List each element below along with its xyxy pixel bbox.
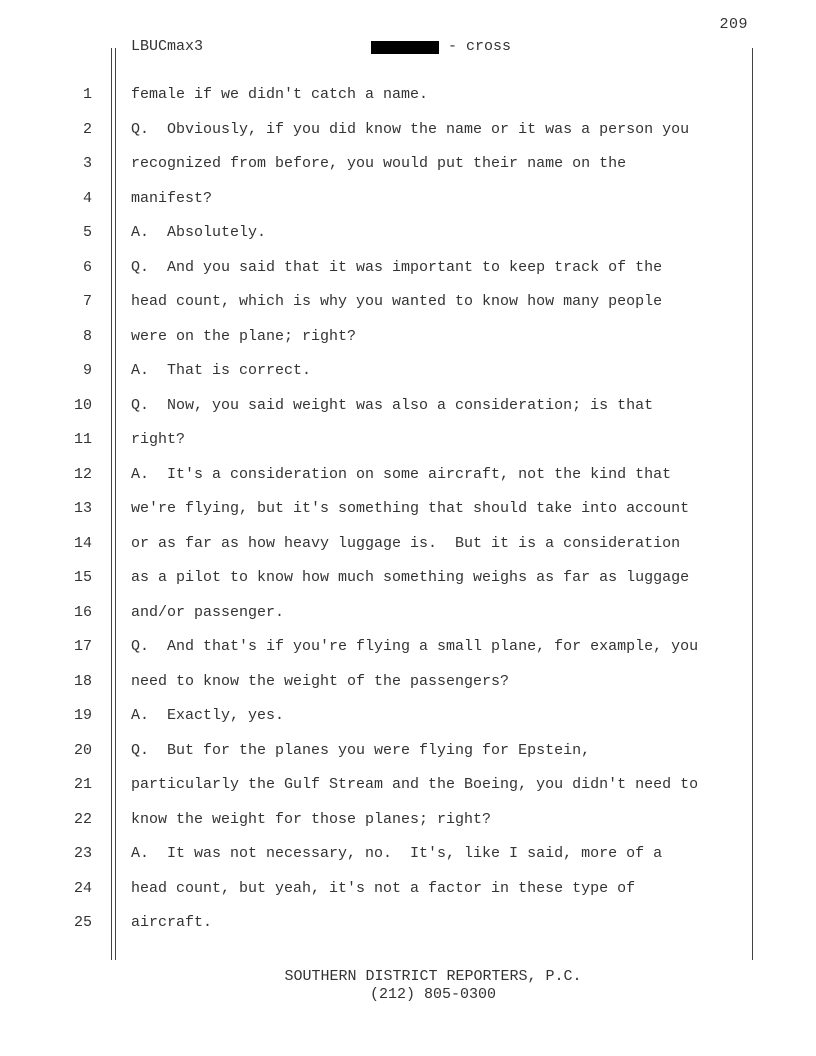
transcript-line: [0, 216, 816, 251]
line-text: Q. Obviously, if you did know the name or it was a person you: [131, 120, 690, 138]
transcript-line: [0, 734, 816, 769]
line-number: 24: [73, 879, 92, 897]
line-text: were on the plane; right?: [131, 327, 357, 345]
transcript-line: [0, 147, 816, 182]
line-number: 3: [82, 155, 92, 172]
line-number: 10: [73, 396, 92, 414]
reporter-footer: [0, 968, 816, 1004]
transcript-line: [0, 803, 816, 838]
line-number: 20: [73, 741, 92, 759]
reporter-name: SOUTHERN DISTRICT REPORTERS, P.C.: [284, 968, 582, 985]
transcript-line: [0, 113, 816, 148]
line-text: A. Absolutely.: [131, 224, 267, 241]
section-label: - cross: [448, 38, 512, 55]
transcript-line: [0, 354, 816, 389]
line-text: head count, which is why you wanted to know how many people: [131, 293, 663, 310]
line-number: 2: [82, 120, 92, 138]
line-number: 11: [73, 431, 92, 448]
line-text: right?: [131, 431, 186, 448]
transcript-line: [0, 768, 816, 803]
line-number: 5: [82, 224, 92, 241]
line-text: as a pilot to know how much something weighs as far as luggage: [131, 569, 690, 586]
case-id: LBUCmax3: [131, 38, 204, 55]
line-number: 16: [73, 603, 92, 621]
line-number: 1: [82, 86, 92, 103]
transcript-line: [0, 561, 816, 596]
line-number: 12: [73, 465, 92, 483]
transcript-line: [0, 837, 816, 872]
line-text: head count, but yeah, it's not a factor in these type of: [131, 879, 636, 897]
transcript-line: [0, 596, 816, 631]
line-text: know the weight for those planes; right?: [131, 810, 492, 828]
line-number: 22: [73, 810, 92, 828]
transcript-line: [0, 665, 816, 700]
line-number: 7: [82, 293, 92, 310]
transcript-line: [0, 78, 816, 113]
transcript-line: [0, 251, 816, 286]
transcript-line: [0, 872, 816, 907]
line-number: 21: [73, 776, 92, 793]
transcript-line: [0, 458, 816, 493]
line-number: 13: [73, 500, 92, 517]
transcript-line: [0, 906, 816, 941]
transcript-line: [0, 630, 816, 665]
line-number: 15: [73, 569, 92, 586]
line-number: 25: [73, 914, 92, 931]
line-number: 19: [73, 707, 92, 724]
transcript-line: [0, 320, 816, 355]
line-text: particularly the Gulf Stream and the Boeing, you didn't need to: [131, 776, 699, 793]
line-number: 6: [82, 258, 92, 276]
transcript-line: [0, 527, 816, 562]
line-text: Q. And that's if you're flying a small plane, for example, you: [131, 638, 699, 655]
line-number: 8: [82, 327, 92, 345]
transcript-header: [131, 38, 731, 58]
line-number: 17: [73, 638, 92, 655]
line-number: 14: [73, 534, 92, 552]
line-text: or as far as how heavy luggage is. But it is a consideration: [131, 534, 681, 552]
line-text: need to know the weight of the passengers?: [131, 672, 510, 690]
line-number: 4: [82, 189, 92, 207]
line-number: 18: [73, 672, 92, 690]
line-text: A. Exactly, yes.: [131, 707, 285, 724]
line-text: Q. But for the planes you were flying for Epstein,: [131, 741, 591, 759]
line-text: A. That is correct.: [131, 362, 312, 379]
transcript-line: [0, 423, 816, 458]
transcript-line: [0, 389, 816, 424]
redaction-block: [371, 41, 439, 54]
line-text: Q. Now, you said weight was also a consideration; is that: [131, 396, 654, 414]
line-text: and/or passenger.: [131, 603, 285, 621]
line-text: A. It's a consideration on some aircraft, not the kind that: [131, 465, 672, 483]
line-number: 9: [82, 362, 92, 379]
transcript-line: [0, 492, 816, 527]
line-text: aircraft.: [131, 914, 213, 931]
line-text: we're flying, but it's something that should take into account: [131, 500, 690, 517]
reporter-phone: (212) 805-0300: [369, 986, 497, 1003]
transcript-body: [0, 78, 816, 941]
line-number: 23: [73, 845, 92, 862]
transcript-line: [0, 699, 816, 734]
line-text: manifest?: [131, 189, 213, 207]
line-text: A. It was not necessary, no. It's, like I said, more of a: [131, 845, 663, 862]
line-text: recognized from before, you would put their name on the: [131, 155, 627, 172]
transcript-line: [0, 182, 816, 217]
page-number: 209: [719, 16, 748, 33]
line-text: Q. And you said that it was important to keep track of the: [131, 258, 663, 276]
transcript-line: [0, 285, 816, 320]
line-text: female if we didn't catch a name.: [131, 86, 429, 103]
